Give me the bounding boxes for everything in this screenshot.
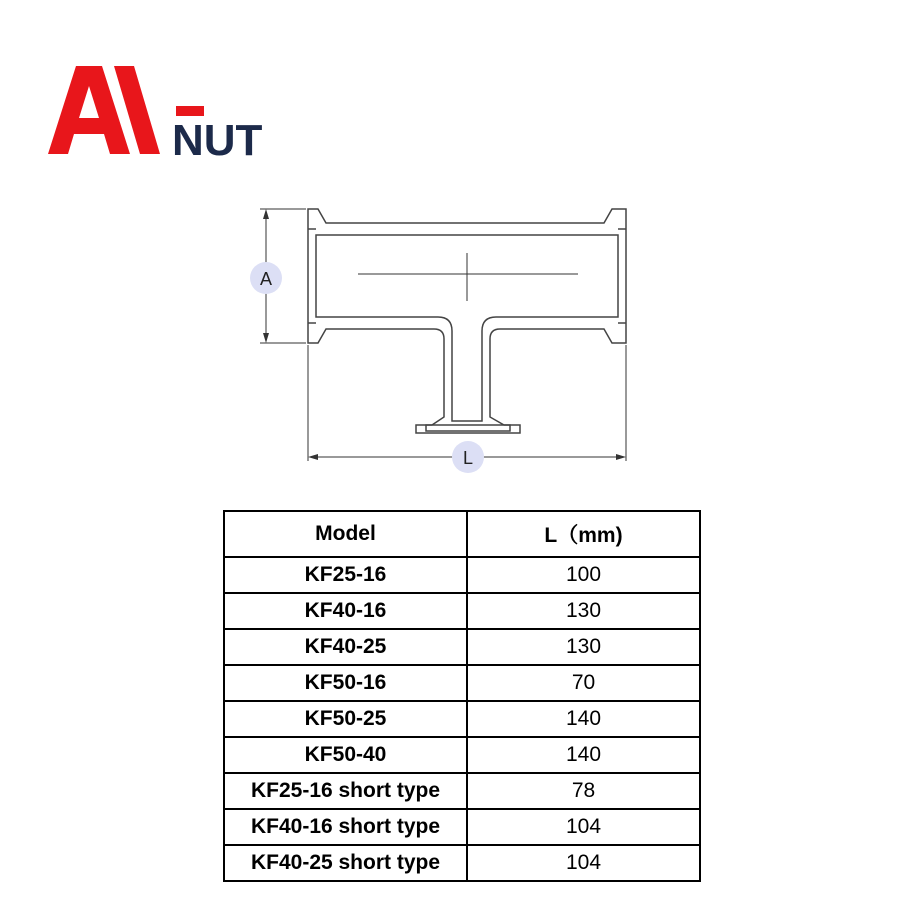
model-cell: KF40-25 short type	[224, 845, 467, 881]
logo-red-bar	[176, 106, 204, 116]
column-header-length: L（mm)	[467, 511, 700, 557]
table-row	[224, 593, 700, 629]
model-cell: KF40-16	[224, 593, 467, 629]
dimension-table	[223, 510, 701, 882]
tee-outline	[308, 209, 626, 433]
length-cell: 130	[467, 593, 700, 629]
model-cell: KF50-16	[224, 665, 467, 701]
length-cell: 70	[467, 665, 700, 701]
column-header-model: Model	[224, 511, 467, 557]
length-cell: 140	[467, 737, 700, 773]
model-cell: KF40-25	[224, 629, 467, 665]
length-cell: 78	[467, 773, 700, 809]
length-cell: 104	[467, 845, 700, 881]
logo-wordmark: NUT	[172, 116, 263, 162]
table-row	[224, 773, 700, 809]
model-cell: KF25-16	[224, 557, 467, 593]
dimension-l-label: L	[462, 448, 474, 468]
table-row	[224, 701, 700, 737]
table-row	[224, 557, 700, 593]
model-cell: KF25-16 short type	[224, 773, 467, 809]
brand-logo	[48, 62, 288, 162]
table-row	[224, 809, 700, 845]
model-cell: KF50-40	[224, 737, 467, 773]
model-cell: KF40-16 short type	[224, 809, 467, 845]
kf-tee-drawing	[240, 195, 660, 485]
table-header-row	[224, 511, 700, 557]
table-row	[224, 629, 700, 665]
length-cell: 130	[467, 629, 700, 665]
length-cell: 140	[467, 701, 700, 737]
logo-a-mark	[48, 66, 160, 154]
length-cell: 100	[467, 557, 700, 593]
table-row	[224, 737, 700, 773]
table-row	[224, 845, 700, 881]
dimension-a-label: A	[259, 269, 273, 289]
table-row	[224, 665, 700, 701]
model-cell: KF50-25	[224, 701, 467, 737]
length-cell: 104	[467, 809, 700, 845]
